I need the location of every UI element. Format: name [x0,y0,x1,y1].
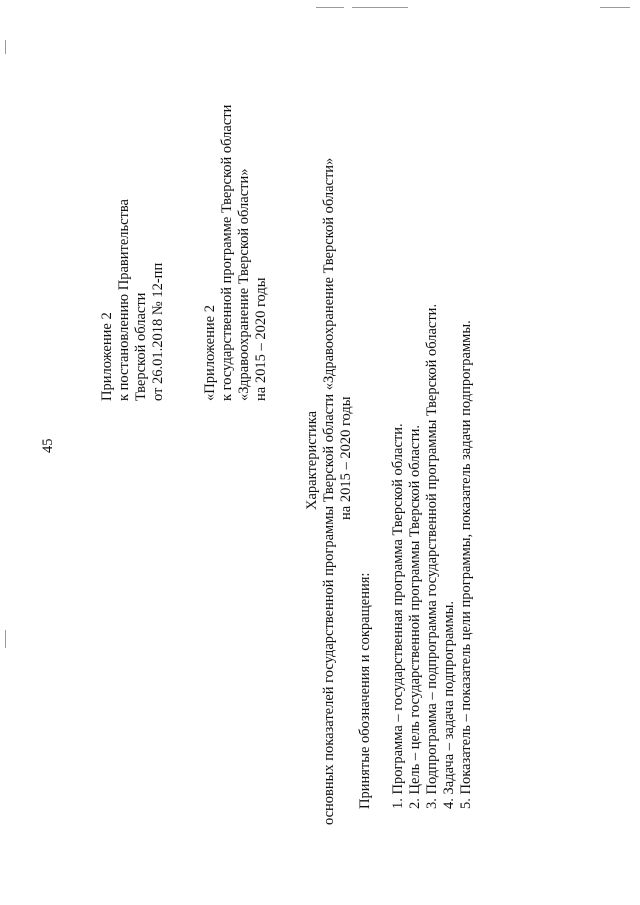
attachment-line: Тверской области [133,292,149,401]
program-attachment-line: «Приложение 2 [202,305,218,401]
title-line: основных показателей государственной программы Тверской области «Здравоохранение Тверской области» [321,157,337,825]
attachment-line: к постановлению Правительства [116,199,132,401]
abbreviation-item: 4. Задача – задача подпрограммы. [441,601,457,809]
abbreviation-item: 3. Подпрограмма – подпрограмма государственной программы Тверской области. [424,303,440,809]
title-line: Характеристика [304,410,320,510]
abbreviation-item: 1. Программа – государственная программа Тверской области. [390,423,406,809]
attachment-line: Приложение 2 [99,312,115,401]
page-number: 45 [40,438,56,453]
program-attachment-line: на 2015 – 2020 годы [253,277,269,401]
abbreviations-heading: Принятые обозначения и сокращения: [357,572,373,809]
program-attachment-line: к государственной программе Тверской области [219,104,235,401]
attachment-line: от 26.01.2018 № 12-пп [150,262,166,401]
program-attachment-line: «Здравоохранение Тверской области» [236,168,252,401]
title-line: на 2015 – 2020 годы [338,396,354,520]
abbreviation-item: 5. Показатель – показатель цели программы, показатель задачи подпрограммы. [458,320,474,809]
abbreviation-item: 2. Цель – цель государственной программы Тверской области. [407,424,423,809]
